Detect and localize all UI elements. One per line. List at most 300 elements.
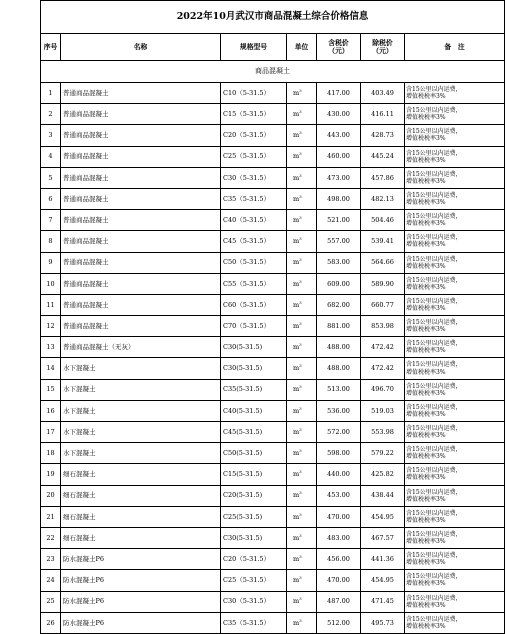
row-price-without-tax: 425.82	[361, 464, 405, 485]
row-note	[405, 591, 505, 612]
unit-exponent: 3	[299, 130, 302, 136]
note-line-2: 增值税税率3%	[406, 156, 446, 164]
row-index: 8	[41, 231, 61, 252]
unit-exponent: 3	[299, 214, 302, 220]
row-index: 4	[41, 146, 61, 167]
table-row	[41, 422, 505, 443]
row-spec: C25（5-31.5）	[221, 146, 287, 167]
row-spec: C30(5-31.5)	[221, 358, 287, 379]
row-price-with-tax: 443.00	[317, 125, 361, 146]
row-unit	[287, 485, 317, 506]
unit-exponent: 3	[299, 490, 302, 496]
row-name: 防水混凝土P6	[61, 612, 221, 633]
row-name: 水下混凝土	[61, 379, 221, 400]
unit-base: m	[293, 237, 300, 246]
unit-base: m	[293, 470, 300, 479]
note-line-2: 增值税税率3%	[406, 262, 446, 270]
note-line-2: 增值税税率3%	[406, 516, 446, 524]
unit-exponent: 3	[299, 193, 302, 199]
unit-exponent: 3	[299, 426, 302, 432]
row-name: 普通商品混凝土	[61, 210, 221, 231]
header-price-without-tax: 除税价 （元）	[361, 34, 405, 61]
row-spec: C20（5-31.5）	[221, 125, 287, 146]
table-row	[41, 210, 505, 231]
row-index: 12	[41, 316, 61, 337]
row-unit	[287, 400, 317, 421]
unit-base: m	[293, 152, 300, 161]
unit-exponent: 3	[299, 278, 302, 284]
row-unit	[287, 273, 317, 294]
row-index: 7	[41, 210, 61, 231]
row-name: 普通商品混凝土	[61, 167, 221, 188]
row-name: 普通商品混凝土	[61, 83, 221, 104]
note-line-1: 含15公里以内运费，	[406, 255, 462, 263]
row-price-with-tax: 488.00	[317, 337, 361, 358]
unit-exponent: 3	[299, 299, 302, 305]
row-price-with-tax: 440.00	[317, 464, 361, 485]
row-unit	[287, 231, 317, 252]
note-line-2: 增值税税率3%	[406, 283, 446, 291]
row-price-with-tax: 453.00	[317, 485, 361, 506]
unit-exponent: 3	[299, 341, 302, 347]
note-line-2: 增值税税率3%	[406, 135, 446, 143]
table-row	[41, 443, 505, 464]
row-spec: C35（5-31.5）	[221, 188, 287, 209]
row-spec: C30(5-31.5)	[221, 337, 287, 358]
row-unit	[287, 506, 317, 527]
row-note	[405, 379, 505, 400]
row-price-without-tax: 403.49	[361, 83, 405, 104]
row-unit	[287, 294, 317, 315]
note-line-1: 含15公里以内运费，	[406, 191, 462, 199]
note-line-1: 含15公里以内运费，	[406, 213, 462, 221]
row-price-without-tax: 454.95	[361, 570, 405, 591]
row-spec: C30（5-31.5）	[221, 591, 287, 612]
unit-exponent: 3	[299, 617, 302, 623]
note-line-1: 含15公里以内运费，	[406, 276, 462, 284]
header-row	[41, 34, 505, 61]
note-line-2: 增值税税率3%	[406, 453, 446, 461]
row-unit	[287, 125, 317, 146]
row-price-with-tax: 521.00	[317, 210, 361, 231]
row-spec: C55（5-31.5）	[221, 273, 287, 294]
row-price-without-tax: 482.13	[361, 188, 405, 209]
row-price-with-tax: 598.00	[317, 443, 361, 464]
note-line-1: 含15公里以内运费，	[406, 403, 462, 411]
row-name: 水下混凝土	[61, 358, 221, 379]
row-index: 14	[41, 358, 61, 379]
unit-base: m	[293, 533, 300, 542]
row-name: 普通商品混凝土	[61, 104, 221, 125]
row-price-without-tax: 445.24	[361, 146, 405, 167]
row-price-with-tax: 470.00	[317, 506, 361, 527]
table-row	[41, 294, 505, 315]
row-note	[405, 485, 505, 506]
table-row	[41, 570, 505, 591]
header-name: 名称	[61, 34, 221, 61]
note-line-2: 增值税税率3%	[406, 368, 446, 376]
row-price-with-tax: 487.00	[317, 591, 361, 612]
row-index: 3	[41, 125, 61, 146]
row-unit	[287, 252, 317, 273]
row-price-with-tax: 460.00	[317, 146, 361, 167]
table-row	[41, 506, 505, 527]
table-row	[41, 188, 505, 209]
table-row	[41, 104, 505, 125]
note-line-1: 含15公里以内运费，	[406, 107, 462, 115]
row-note	[405, 125, 505, 146]
row-name: 普通商品混凝土	[61, 146, 221, 167]
row-spec: C20(5-31.5)	[221, 485, 287, 506]
row-price-with-tax: 417.00	[317, 83, 361, 104]
unit-exponent: 3	[299, 363, 302, 369]
row-index: 18	[41, 443, 61, 464]
row-price-without-tax: 471.45	[361, 591, 405, 612]
note-line-2: 增值税税率3%	[406, 622, 446, 630]
row-index: 1	[41, 83, 61, 104]
note-line-2: 增值税税率3%	[406, 495, 446, 503]
unit-exponent: 3	[299, 87, 302, 93]
row-note	[405, 400, 505, 421]
row-note	[405, 337, 505, 358]
row-unit	[287, 549, 317, 570]
row-note	[405, 104, 505, 125]
row-name: 细石混凝土	[61, 506, 221, 527]
row-price-with-tax: 881.00	[317, 316, 361, 337]
note-line-1: 含15公里以内运费，	[406, 234, 462, 242]
row-unit	[287, 464, 317, 485]
table-row	[41, 527, 505, 548]
row-unit	[287, 104, 317, 125]
row-price-without-tax: 441.36	[361, 549, 405, 570]
unit-base: m	[293, 491, 300, 500]
table-row	[41, 252, 505, 273]
row-price-with-tax: 583.00	[317, 252, 361, 273]
row-name: 普通商品混凝土	[61, 125, 221, 146]
row-name: 水下混凝土	[61, 443, 221, 464]
row-price-without-tax: 539.41	[361, 231, 405, 252]
row-name: 普通商品混凝土	[61, 231, 221, 252]
note-line-1: 含15公里以内运费，	[406, 573, 462, 581]
row-unit	[287, 337, 317, 358]
row-unit	[287, 591, 317, 612]
row-name: 普通商品混凝土	[61, 252, 221, 273]
row-index: 22	[41, 527, 61, 548]
row-unit	[287, 210, 317, 231]
unit-base: m	[293, 343, 300, 352]
row-price-without-tax: 457.86	[361, 167, 405, 188]
note-line-1: 含15公里以内运费，	[406, 615, 462, 623]
unit-base: m	[293, 258, 300, 267]
note-line-1: 含15公里以内运费，	[406, 446, 462, 454]
row-index: 6	[41, 188, 61, 209]
unit-exponent: 3	[299, 384, 302, 390]
row-price-without-tax: 472.42	[361, 337, 405, 358]
row-note	[405, 83, 505, 104]
row-note	[405, 570, 505, 591]
row-spec: C15（5-31.5）	[221, 104, 287, 125]
row-price-with-tax: 470.00	[317, 570, 361, 591]
unit-exponent: 3	[299, 108, 302, 114]
row-price-without-tax: 454.95	[361, 506, 405, 527]
row-unit	[287, 527, 317, 548]
header-unit: 单位	[287, 34, 317, 61]
note-line-2: 增值税税率3%	[406, 304, 446, 312]
unit-exponent: 3	[299, 236, 302, 241]
unit-exponent: 3	[299, 172, 302, 178]
row-spec: C60（5-31.5）	[221, 294, 287, 315]
note-line-1: 含15公里以内运费，	[406, 382, 462, 390]
note-line-2: 增值税税率3%	[406, 114, 446, 122]
row-index: 9	[41, 252, 61, 273]
note-line-2: 增值税税率3%	[406, 580, 446, 588]
document-title: 2022年10月武汉市商品混凝土综合价格信息	[41, 1, 505, 34]
table-row	[41, 358, 505, 379]
row-note	[405, 210, 505, 231]
note-line-1: 含15公里以内运费，	[406, 340, 462, 348]
row-price-with-tax: 430.00	[317, 104, 361, 125]
table-row	[41, 612, 505, 633]
row-name: 普通商品混凝土（无灰）	[61, 337, 221, 358]
row-name: 普通商品混凝土	[61, 294, 221, 315]
price-sheet	[40, 0, 504, 634]
note-line-1: 含15公里以内运费，	[406, 425, 462, 433]
note-line-2: 增值税税率3%	[406, 389, 446, 397]
header-note: 备 注	[405, 34, 505, 61]
row-index: 25	[41, 591, 61, 612]
row-price-without-tax: 504.46	[361, 210, 405, 231]
row-unit	[287, 570, 317, 591]
row-note	[405, 443, 505, 464]
note-line-2: 增值税税率3%	[406, 241, 446, 249]
unit-base: m	[293, 279, 300, 288]
row-spec: C45(5-31.5)	[221, 422, 287, 443]
unit-base: m	[293, 449, 300, 458]
row-price-with-tax: 572.00	[317, 422, 361, 443]
row-name: 普通商品混凝土	[61, 316, 221, 337]
unit-base: m	[293, 512, 300, 521]
row-index: 21	[41, 506, 61, 527]
row-index: 2	[41, 104, 61, 125]
table-row	[41, 167, 505, 188]
row-spec: C30（5-31.5）	[221, 167, 287, 188]
row-unit	[287, 146, 317, 167]
table-row	[41, 125, 505, 146]
row-price-without-tax: 467.57	[361, 527, 405, 548]
row-price-with-tax: 488.00	[317, 358, 361, 379]
row-price-with-tax: 498.00	[317, 188, 361, 209]
row-index: 5	[41, 167, 61, 188]
row-price-with-tax: 682.00	[317, 294, 361, 315]
note-line-2: 增值税税率3%	[406, 347, 446, 355]
unit-exponent: 3	[299, 469, 302, 475]
unit-base: m	[293, 406, 300, 415]
row-spec: C35（5-31.5）	[221, 612, 287, 633]
row-spec: C40（5-31.5）	[221, 210, 287, 231]
header-spec: 规格型号	[221, 34, 287, 61]
row-index: 16	[41, 400, 61, 421]
table-row	[41, 549, 505, 570]
price-table	[40, 0, 505, 634]
unit-base: m	[293, 364, 300, 373]
unit-exponent: 3	[299, 596, 302, 602]
unit-base: m	[293, 618, 300, 627]
note-line-1: 含15公里以内运费，	[406, 530, 462, 538]
row-name: 普通商品混凝土	[61, 188, 221, 209]
header-index: 序号	[41, 34, 61, 61]
table-row	[41, 146, 505, 167]
unit-exponent: 3	[299, 532, 302, 538]
row-note	[405, 549, 505, 570]
note-line-2: 增值税税率3%	[406, 601, 446, 609]
unit-exponent: 3	[299, 447, 302, 453]
row-price-without-tax: 428.73	[361, 125, 405, 146]
note-line-1: 含15公里以内运费，	[406, 467, 462, 475]
row-name: 细石混凝土	[61, 464, 221, 485]
row-note	[405, 506, 505, 527]
note-line-1: 含15公里以内运费，	[406, 594, 462, 602]
table-row	[41, 485, 505, 506]
unit-base: m	[293, 321, 300, 330]
row-spec: C20（5-31.5）	[221, 549, 287, 570]
row-note	[405, 527, 505, 548]
unit-exponent: 3	[299, 511, 302, 517]
table-row	[41, 464, 505, 485]
unit-base: m	[293, 173, 300, 182]
row-price-with-tax: 536.00	[317, 400, 361, 421]
row-note	[405, 252, 505, 273]
row-note	[405, 146, 505, 167]
row-unit	[287, 358, 317, 379]
table-row	[41, 273, 505, 294]
row-spec: C50（5-31.5）	[221, 252, 287, 273]
row-index: 17	[41, 422, 61, 443]
unit-exponent: 3	[299, 575, 302, 580]
row-price-without-tax: 519.03	[361, 400, 405, 421]
table-row	[41, 379, 505, 400]
row-price-without-tax: 853.98	[361, 316, 405, 337]
row-price-without-tax: 660.77	[361, 294, 405, 315]
row-name: 细石混凝土	[61, 485, 221, 506]
row-index: 23	[41, 549, 61, 570]
unit-exponent: 3	[299, 405, 302, 411]
unit-base: m	[293, 576, 300, 585]
row-unit	[287, 422, 317, 443]
row-note	[405, 358, 505, 379]
note-line-2: 增值税税率3%	[406, 432, 446, 440]
note-line-2: 增值税税率3%	[406, 538, 446, 546]
note-line-1: 含15公里以内运费，	[406, 128, 462, 136]
row-price-without-tax: 564.66	[361, 252, 405, 273]
row-index: 24	[41, 570, 61, 591]
row-price-with-tax: 512.00	[317, 612, 361, 633]
row-name: 普通商品混凝土	[61, 273, 221, 294]
row-note	[405, 422, 505, 443]
note-line-2: 增值税税率3%	[406, 559, 446, 567]
row-price-without-tax: 416.11	[361, 104, 405, 125]
row-index: 11	[41, 294, 61, 315]
row-price-without-tax: 472.42	[361, 358, 405, 379]
note-line-1: 含15公里以内运费，	[406, 319, 462, 327]
row-index: 19	[41, 464, 61, 485]
row-name: 水下混凝土	[61, 400, 221, 421]
row-price-with-tax: 557.00	[317, 231, 361, 252]
row-unit	[287, 167, 317, 188]
row-price-without-tax: 496.70	[361, 379, 405, 400]
row-note	[405, 294, 505, 315]
row-price-without-tax: 553.98	[361, 422, 405, 443]
table-row	[41, 337, 505, 358]
row-name: 水下混凝土	[61, 422, 221, 443]
row-price-without-tax: 438.44	[361, 485, 405, 506]
row-note	[405, 167, 505, 188]
note-line-2: 增值税税率3%	[406, 199, 446, 207]
table-row	[41, 316, 505, 337]
row-index: 15	[41, 379, 61, 400]
note-line-1: 含15公里以内运费，	[406, 488, 462, 496]
row-unit	[287, 83, 317, 104]
row-index: 26	[41, 612, 61, 633]
note-line-2: 增值税税率3%	[406, 220, 446, 228]
row-price-with-tax: 483.00	[317, 527, 361, 548]
note-line-1: 含15公里以内运费，	[406, 149, 462, 157]
unit-base: m	[293, 385, 300, 394]
unit-base: m	[293, 427, 300, 436]
table-row	[41, 231, 505, 252]
unit-base: m	[293, 110, 300, 119]
row-unit	[287, 379, 317, 400]
row-price-with-tax: 456.00	[317, 549, 361, 570]
row-index: 10	[41, 273, 61, 294]
row-index: 20	[41, 485, 61, 506]
unit-exponent: 3	[299, 257, 302, 263]
row-spec: C15(5-31.5)	[221, 464, 287, 485]
header-price-with-tax: 含税价 （元）	[317, 34, 361, 61]
unit-base: m	[293, 300, 300, 309]
row-spec: C30(5-31.5)	[221, 527, 287, 548]
note-line-2: 增值税税率3%	[406, 326, 446, 334]
row-spec: C45（5-31.5）	[221, 231, 287, 252]
row-price-without-tax: 579.22	[361, 443, 405, 464]
note-line-1: 含15公里以内运费，	[406, 552, 462, 560]
row-note	[405, 273, 505, 294]
note-line-1: 含15公里以内运费，	[406, 297, 462, 305]
table-row	[41, 83, 505, 104]
note-line-1: 含15公里以内运费，	[406, 509, 462, 517]
unit-base: m	[293, 554, 300, 563]
row-name: 防水混凝土P6	[61, 591, 221, 612]
unit-exponent: 3	[299, 320, 302, 326]
unit-base: m	[293, 131, 300, 140]
row-name: 防水混凝土P6	[61, 570, 221, 591]
row-name: 防水混凝土P6	[61, 549, 221, 570]
unit-exponent: 3	[299, 151, 302, 157]
note-line-1: 含15公里以内运费，	[406, 170, 462, 178]
unit-base: m	[293, 215, 300, 224]
row-price-with-tax: 609.00	[317, 273, 361, 294]
row-note	[405, 231, 505, 252]
note-line-2: 增值税税率3%	[406, 177, 446, 185]
row-spec: C40(5-31.5)	[221, 400, 287, 421]
row-note	[405, 316, 505, 337]
row-price-with-tax: 513.00	[317, 379, 361, 400]
unit-exponent: 3	[299, 553, 302, 559]
unit-base: m	[293, 597, 300, 606]
row-spec: C25（5-31.5）	[221, 570, 287, 591]
row-name: 细石混凝土	[61, 527, 221, 548]
note-line-2: 增值税税率3%	[406, 410, 446, 418]
section-title: 商品混凝土	[41, 61, 505, 83]
